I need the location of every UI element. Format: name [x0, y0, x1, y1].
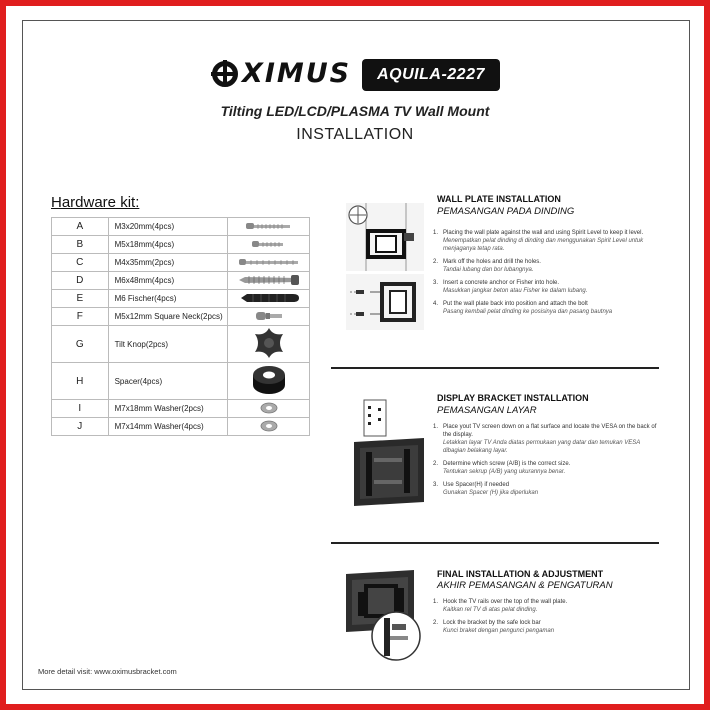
final-install-illustration: [344, 566, 434, 675]
hardware-letter: C: [52, 254, 109, 272]
logo-text: XIMUS: [242, 58, 352, 89]
wall-anchor-icon: [228, 290, 310, 308]
step-number: 1.: [433, 230, 439, 236]
hardware-table: [51, 217, 310, 436]
hardware-row: [52, 236, 310, 254]
hardware-row: [52, 400, 310, 418]
hardware-desc: M6x48mm(4pcs): [108, 272, 228, 290]
step-translation: Gunakan Spacer (H) jika diperlukan: [443, 490, 539, 496]
hardware-desc: M4x35mm(2pcs): [108, 254, 228, 272]
hardware-letter: I: [52, 400, 109, 418]
lag-screw-icon: [228, 272, 310, 290]
display-bracket-subtitle: PEMASANGAN LAYAR: [437, 405, 537, 416]
step-text: Placing the wall plate against the wall and using Spirit Level to keep it level.: [443, 230, 644, 236]
hardware-letter: B: [52, 236, 109, 254]
step-item: [433, 258, 663, 274]
step-translation: Menempatkan pelat dinding di dinding dan menggunakan Spirit Level untuk menjaganya tetap rata.: [443, 238, 644, 252]
washer-icon: [228, 418, 310, 436]
product-subtitle: Tilting LED/LCD/PLASMA TV Wall Mount: [220, 103, 490, 119]
hardware-row: [52, 218, 310, 236]
step-translation: Tentukan sekrup (A/B) yang ukurannya benar.: [443, 469, 566, 475]
step-item: [433, 423, 663, 455]
hardware-desc: M5x18mm(4pcs): [108, 236, 228, 254]
step-text: Place yout TV screen down on a flat surface and locate the VESA on the back of the display.: [443, 424, 657, 438]
section-divider: [331, 367, 659, 369]
display-bracket-steps: [433, 423, 663, 502]
hardware-kit-title: Hardware kit:: [51, 194, 140, 211]
step-text: Use Spacer(H) if needed: [443, 482, 510, 488]
final-install-steps: [433, 598, 663, 640]
hardware-desc: M7x18mm Washer(2pcs): [108, 400, 228, 418]
wall-plate-subtitle: PEMASANGAN PADA DINDING: [437, 206, 575, 217]
wall-plate-drill-illustration: [346, 274, 424, 335]
hardware-letter: F: [52, 308, 109, 326]
brand-logo: [212, 58, 351, 89]
step-number: 4.: [433, 301, 439, 307]
step-item: [433, 598, 663, 614]
hardware-row: [52, 308, 310, 326]
step-number: 2.: [433, 259, 439, 265]
spacer-icon: [228, 363, 310, 400]
hardware-letter: J: [52, 418, 109, 436]
hardware-row: [52, 363, 310, 400]
hardware-desc: M5x12mm Square Neck(2pcs): [108, 308, 228, 326]
step-translation: Kunci braket dengan pengunci pengaman: [443, 628, 555, 634]
hardware-row: [52, 418, 310, 436]
screw-icon: [228, 254, 310, 272]
step-translation: Kaitkan rel TV di atas pelat dinding.: [443, 607, 538, 613]
step-number: 2.: [433, 620, 439, 626]
hardware-letter: E: [52, 290, 109, 308]
step-item: [433, 481, 663, 497]
hardware-desc: Tilt Knop(2pcs): [108, 326, 228, 363]
step-text: Insert a concrete anchor or Fisher into hole.: [443, 280, 560, 286]
wall-plate-steps: [433, 229, 663, 321]
step-translation: Tandai lubang dan bor lubangnya.: [443, 267, 534, 273]
hardware-row: [52, 272, 310, 290]
step-translation: Masukkan jangkar beton atau Fisher ke dalam lubang.: [443, 288, 588, 294]
hardware-row: [52, 254, 310, 272]
tilt-knob-icon: [228, 326, 310, 363]
wall-plate-level-illustration: [346, 203, 424, 276]
step-translation: Letakkan layar TV Anda diatas permukaan yang datar dan temukan VESA dibagian belakang layar.: [443, 440, 641, 454]
section-divider: [331, 542, 659, 544]
model-badge: AQUILA-2227: [362, 59, 500, 91]
washer-icon: [228, 400, 310, 418]
step-item: [433, 229, 663, 253]
step-number: 1.: [433, 599, 439, 605]
step-number: 1.: [433, 424, 439, 430]
final-install-title: FINAL INSTALLATION & ADJUSTMENT: [437, 569, 604, 579]
wall-plate-title: WALL PLATE INSTALLATION: [437, 194, 561, 204]
hardware-letter: A: [52, 218, 109, 236]
display-bracket-title: DISPLAY BRACKET INSTALLATION: [437, 393, 589, 403]
footer-website: More detail visit: www.oximusbracket.com: [38, 667, 177, 676]
page-title: INSTALLATION: [296, 126, 414, 143]
hardware-desc: M7x14mm Washer(4pcs): [108, 418, 228, 436]
hardware-letter: H: [52, 363, 109, 400]
step-text: Determine which screw (A/B) is the correct size.: [443, 461, 571, 467]
final-install-subtitle: AKHIR PEMASANGAN & PENGATURAN: [437, 580, 613, 591]
display-bracket-illustration: [350, 398, 426, 513]
step-text: Hook the TV rails over the top of the wall plate.: [443, 599, 568, 605]
step-text: Put the wall plate back into position and attach the bolt: [443, 301, 588, 307]
hardware-row: [52, 290, 310, 308]
screw-icon: [228, 236, 310, 254]
hardware-row: [52, 326, 310, 363]
hardware-desc: M6 Fischer(4pcs): [108, 290, 228, 308]
step-item: [433, 619, 663, 635]
step-translation: Pasang kembali pelat dinding ke posisinya dan pasang bautnya: [443, 309, 613, 315]
step-item: [433, 279, 663, 295]
hardware-desc: Spacer(4pcs): [108, 363, 228, 400]
step-number: 2.: [433, 461, 439, 467]
hardware-desc: M3x20mm(4pcs): [108, 218, 228, 236]
step-text: Mark off the holes and drill the holes.: [443, 259, 541, 265]
step-item: [433, 300, 663, 316]
screw-icon: [228, 218, 310, 236]
step-number: 3.: [433, 280, 439, 286]
step-number: 3.: [433, 482, 439, 488]
step-item: [433, 460, 663, 476]
step-text: Lock the bracket by the safe lock bar: [443, 620, 541, 626]
square-neck-bolt-icon: [228, 308, 310, 326]
hardware-letter: D: [52, 272, 109, 290]
logo-crosshair-icon: [212, 61, 238, 87]
hardware-letter: G: [52, 326, 109, 363]
